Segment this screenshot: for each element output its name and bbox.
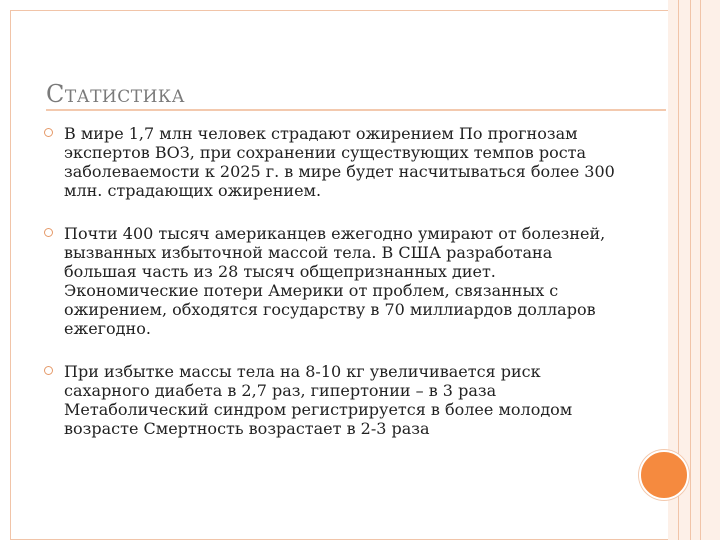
- title-underline: [46, 109, 666, 111]
- circle-bullet-icon: [44, 128, 53, 137]
- bullet-item: [44, 362, 619, 438]
- bullet-item: [44, 124, 619, 200]
- circle-bullet-icon: [44, 228, 53, 237]
- decorative-rule: [690, 0, 691, 540]
- slide-title: Статистика: [46, 80, 185, 108]
- bullet-item: [44, 224, 619, 338]
- decorative-orange-circle: [639, 450, 689, 500]
- bullet-text: В мире 1,7 млн человек страдают ожирением По прогнозам экспертов ВОЗ, при сохранении существующих темпов роста заболеваемости к 2025 г. в мире будет насчитываться более 300 млн. страдающих ожирением.: [64, 124, 615, 200]
- decorative-rule: [700, 0, 701, 540]
- bullet-list: [44, 124, 619, 462]
- circle-bullet-icon: [44, 366, 53, 375]
- bullet-text: При избытке массы тела на 8-10 кг увеличивается риск сахарного диабета в 2,7 раз, гипертонии – в 3 раза Метаболический синдром регистрируется в более молодом возрасте Смертность возрастает в 2-3 раза: [64, 362, 573, 438]
- bullet-text: Почти 400 тысяч американцев ежегодно умирают от болезней, вызванных избыточной массой тела. В США разработана большая часть из 28 тысяч общепризнанных диет. Экономические потери Америки от проблем, связанных с ожирением, обходятся государству в 70 миллиардов долларов ежегодно.: [64, 224, 606, 338]
